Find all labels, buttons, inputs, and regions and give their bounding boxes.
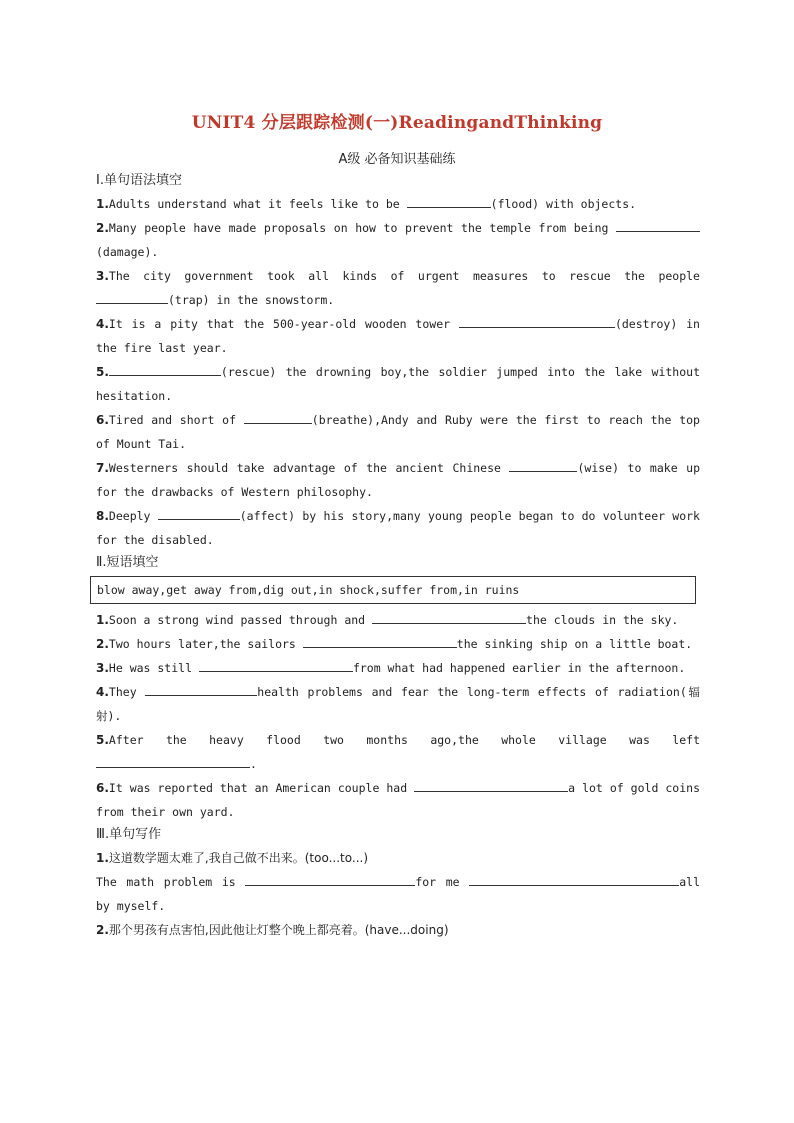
writing-item-2-prompt: 2.那个男孩有点害怕,因此他让灯整个晚上都亮着。(have...doing) — [96, 923, 449, 937]
grammar-item-2: 2.Many people have made proposals on how to prevent the temple from being (damage). — [96, 216, 700, 264]
grammar-item-5: 5. (rescue) the drowning boy,the soldier jumped into the lake without hesitation. — [96, 360, 700, 408]
answer-blank[interactable] — [414, 778, 568, 792]
answer-blank[interactable] — [407, 194, 491, 208]
phrase-item-5: 5.After the heavy flood two months ago,the whole village was left . — [96, 733, 700, 771]
worksheet-content — [96, 170, 700, 942]
page-title: UNIT4 分层跟踪检测(一)ReadingandThinking — [191, 113, 603, 133]
answer-blank[interactable] — [245, 872, 415, 886]
grammar-item-6: 6.Tired and short of (breathe),Andy and Ruby were the first to reach the top of Mount Tai. — [96, 408, 700, 456]
answer-blank[interactable] — [303, 634, 457, 648]
grammar-item-4: 4.It is a pity that the 500-year-old wooden tower (destroy) in the fire last year. — [96, 312, 700, 360]
page-subtitle: A级 必备知识基础练 — [338, 152, 456, 167]
answer-blank[interactable] — [616, 218, 700, 232]
phrase-item-6: 6.It was reported that an American couple had a lot of gold coins from their own yard. — [96, 776, 700, 824]
writing-item-1-prompt: 1.这道数学题太难了,我自己做不出来。(too...to...) — [96, 851, 369, 865]
writing-item-1-answer: The math problem is for me all by myself. — [96, 870, 700, 918]
answer-blank[interactable] — [469, 872, 679, 886]
section-heading-grammar: Ⅰ.单句语法填空 — [96, 173, 182, 188]
answer-blank[interactable] — [459, 314, 615, 328]
phrase-item-2: 2.Two hours later,the sailors the sinking ship on a little boat. — [96, 632, 700, 656]
phrase-item-4: 4.They health problems and fear the long-term effects of radiation(辐射). — [96, 680, 700, 728]
answer-blank[interactable] — [109, 362, 221, 376]
answer-blank[interactable] — [199, 658, 353, 672]
grammar-item-7: 7.Westerners should take advantage of the ancient Chinese (wise) to make up for the drawbacks of Western philosophy. — [96, 456, 700, 504]
answer-blank[interactable] — [244, 410, 312, 424]
answer-blank[interactable] — [158, 506, 240, 520]
section-heading-writing: Ⅲ.单句写作 — [96, 827, 162, 842]
grammar-item-8: 8.Deeply (affect) by his story,many young people began to do volunteer work for the disabled. — [96, 504, 700, 552]
grammar-item-3: 3.The city government took all kinds of urgent measures to rescue the people (trap) in the snowstorm. — [96, 269, 700, 307]
phrase-item-1: 1.Soon a strong wind passed through and the clouds in the sky. — [96, 608, 700, 632]
section-heading-phrases: Ⅱ.短语填空 — [96, 555, 159, 570]
answer-blank[interactable] — [509, 458, 577, 472]
answer-blank[interactable] — [145, 682, 257, 696]
phrase-item-3: 3.He was still from what had happened earlier in the afternoon. — [96, 656, 700, 680]
answer-blank[interactable] — [96, 754, 250, 768]
answer-blank[interactable] — [372, 610, 526, 624]
grammar-item-1: 1.Adults understand what it feels like to be (flood) with objects. — [96, 192, 700, 216]
answer-blank[interactable] — [96, 290, 168, 304]
phrase-word-box: blow away,get away from,dig out,in shock,suffer from,in ruins — [90, 576, 696, 604]
